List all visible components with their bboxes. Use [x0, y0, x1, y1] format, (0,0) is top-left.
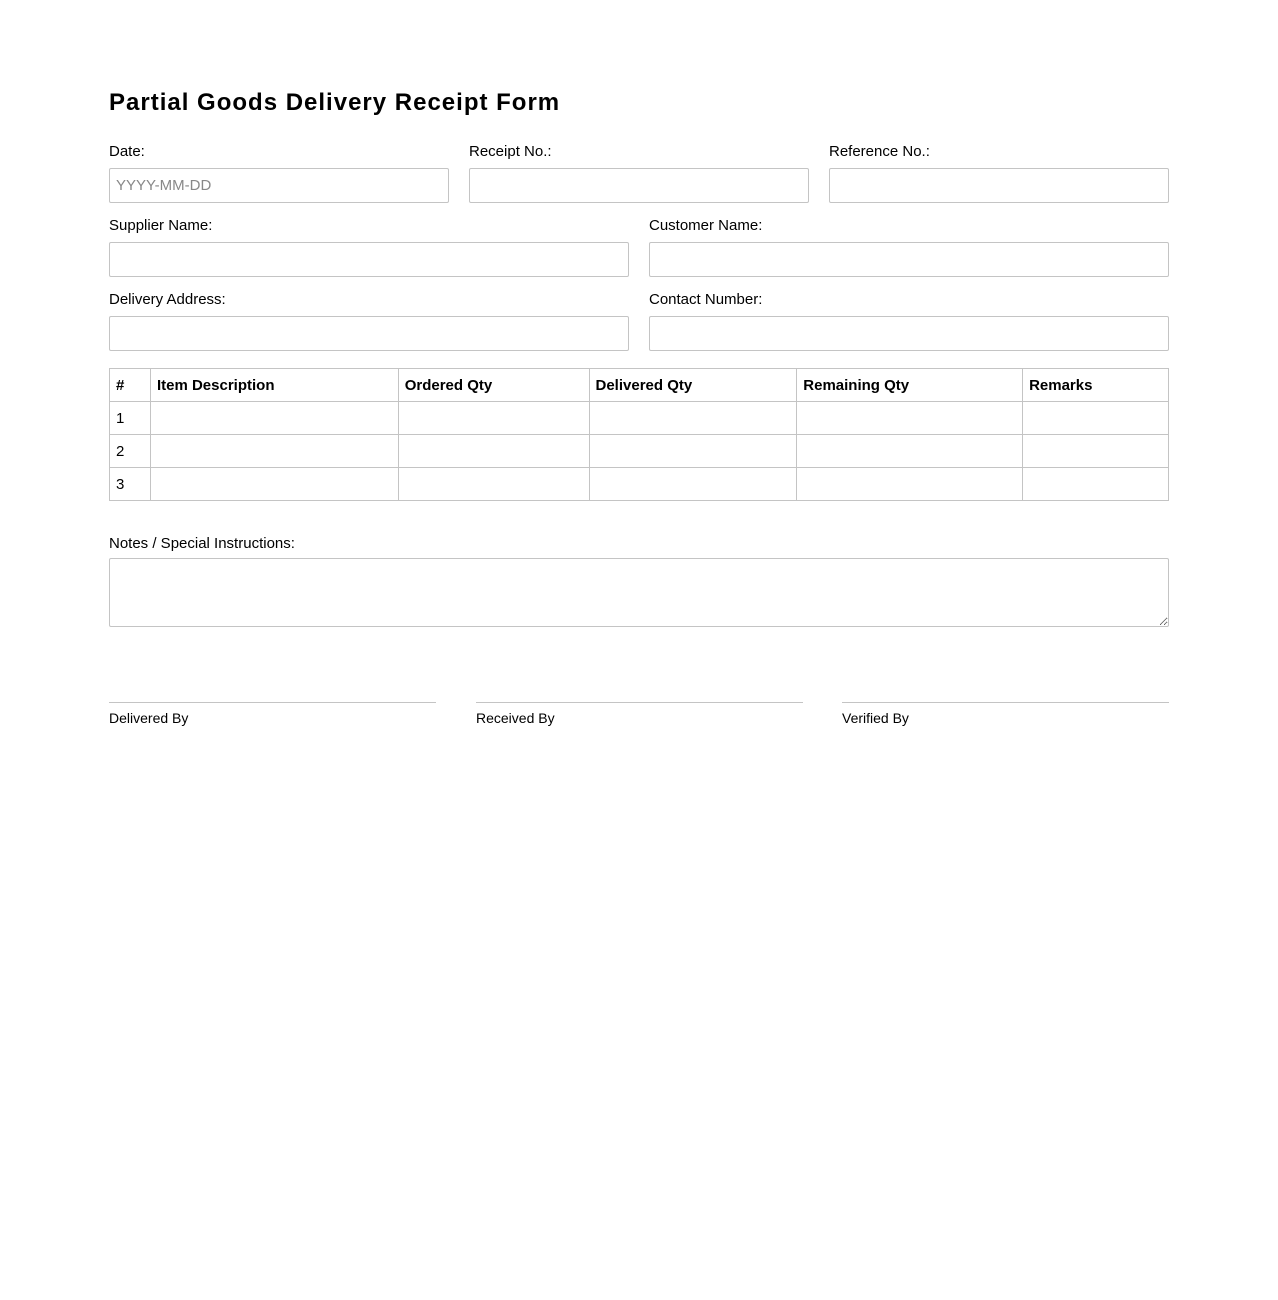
notes-label: Notes / Special Instructions:: [109, 535, 295, 552]
remarks-cell[interactable]: [1023, 468, 1169, 501]
remarks-cell[interactable]: [1023, 435, 1169, 468]
signature-label: Delivered By: [109, 710, 189, 726]
remaining-qty-cell[interactable]: [797, 468, 1023, 501]
customer-name-input[interactable]: [649, 242, 1169, 277]
column-header-item-description: Item Description: [150, 369, 398, 402]
receipt-no-field-group: [469, 143, 809, 203]
delivered-qty-cell[interactable]: [589, 402, 797, 435]
receipt-no-label: Receipt No.:: [469, 143, 552, 160]
table-row: [110, 468, 1169, 501]
column-header-remaining-qty: Remaining Qty: [797, 369, 1023, 402]
notes-textarea[interactable]: [109, 558, 1169, 627]
item-description-cell[interactable]: [150, 435, 398, 468]
customer-name-label: Customer Name:: [649, 217, 763, 234]
column-header-ordered-qty: Ordered Qty: [398, 369, 589, 402]
ordered-qty-cell[interactable]: [398, 402, 589, 435]
column-header-delivered-qty: Delivered Qty: [589, 369, 797, 402]
delivery-address-field-group: [109, 291, 629, 351]
customer-name-field-group: [649, 217, 1169, 277]
supplier-name-label: Supplier Name:: [109, 217, 213, 234]
row-number: 2: [110, 435, 151, 468]
reference-no-field-group: [829, 143, 1169, 203]
supplier-name-field-group: [109, 217, 629, 277]
items-table: [109, 368, 1169, 501]
signature-label: Verified By: [842, 710, 909, 726]
signature-label: Received By: [476, 710, 555, 726]
date-input[interactable]: [109, 168, 449, 203]
receipt-no-input[interactable]: [469, 168, 809, 203]
reference-no-input[interactable]: [829, 168, 1169, 203]
contact-number-input[interactable]: [649, 316, 1169, 351]
date-field-group: [109, 143, 449, 203]
supplier-name-input[interactable]: [109, 242, 629, 277]
column-header-remarks: Remarks: [1023, 369, 1169, 402]
contact-number-label: Contact Number:: [649, 291, 763, 308]
contact-number-field-group: [649, 291, 1169, 351]
item-description-cell[interactable]: [150, 468, 398, 501]
date-label: Date:: [109, 143, 145, 160]
reference-no-label: Reference No.:: [829, 143, 930, 160]
table-row: [110, 402, 1169, 435]
notes-field-group: [109, 535, 1169, 627]
delivered-qty-cell[interactable]: [589, 468, 797, 501]
delivery-address-label: Delivery Address:: [109, 291, 226, 308]
table-row: [110, 435, 1169, 468]
remaining-qty-cell[interactable]: [797, 435, 1023, 468]
signature-received-by: [476, 702, 803, 726]
signature-delivered-by: [109, 702, 436, 726]
ordered-qty-cell[interactable]: [398, 468, 589, 501]
column-header-number: #: [110, 369, 151, 402]
remaining-qty-cell[interactable]: [797, 402, 1023, 435]
delivered-qty-cell[interactable]: [589, 435, 797, 468]
signature-verified-by: [842, 702, 1169, 726]
item-description-cell[interactable]: [150, 402, 398, 435]
page-title: Partial Goods Delivery Receipt Form: [109, 89, 561, 116]
remarks-cell[interactable]: [1023, 402, 1169, 435]
table-header-row: [110, 369, 1169, 402]
row-number: 3: [110, 468, 151, 501]
delivery-address-input[interactable]: [109, 316, 629, 351]
row-number: 1: [110, 402, 151, 435]
ordered-qty-cell[interactable]: [398, 435, 589, 468]
